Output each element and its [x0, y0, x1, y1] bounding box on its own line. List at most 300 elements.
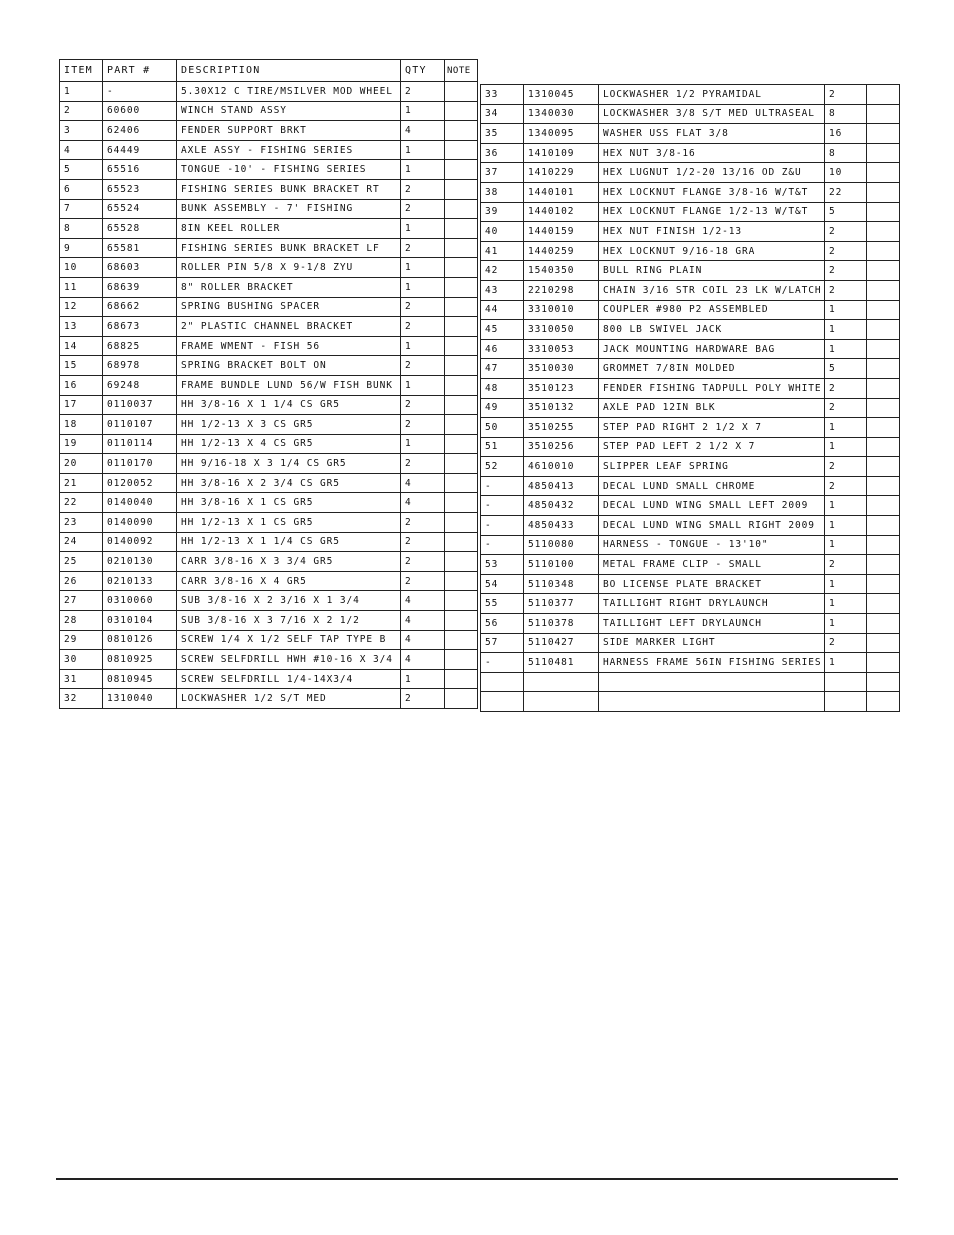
qty-cell: 1 [401, 258, 445, 278]
part-number-cell: 5110080 [524, 535, 599, 555]
header-description: DESCRIPTION [177, 60, 401, 82]
note-cell [867, 574, 900, 594]
description-cell [599, 692, 825, 712]
qty-cell: 2 [401, 552, 445, 572]
note-cell [867, 496, 900, 516]
note-cell [867, 378, 900, 398]
table-row [481, 320, 900, 340]
note-cell [867, 124, 900, 144]
table-row [60, 121, 478, 141]
qty-cell: 4 [401, 591, 445, 611]
item-cell: 8 [60, 219, 103, 239]
note-cell [445, 513, 478, 533]
item-cell: 14 [60, 336, 103, 356]
table-row [481, 594, 900, 614]
part-number-cell [524, 692, 599, 712]
qty-cell: 2 [401, 82, 445, 102]
part-number-cell: 4850413 [524, 476, 599, 496]
qty-cell: 2 [401, 395, 445, 415]
item-cell: 42 [481, 261, 524, 281]
table-row [60, 179, 478, 199]
part-number-cell: 0110170 [103, 454, 177, 474]
item-cell: 46 [481, 339, 524, 359]
qty-cell: 8 [825, 104, 867, 124]
part-number-cell: 3510255 [524, 418, 599, 438]
item-cell: 34 [481, 104, 524, 124]
note-cell [867, 614, 900, 634]
part-number-cell: 0140090 [103, 513, 177, 533]
note-cell [445, 317, 478, 337]
note-cell [867, 300, 900, 320]
qty-cell: 22 [825, 182, 867, 202]
item-cell: 24 [60, 532, 103, 552]
description-cell: FISHING SERIES BUNK BRACKET RT [177, 179, 401, 199]
note-cell [445, 199, 478, 219]
item-cell: 22 [60, 493, 103, 513]
qty-cell [825, 672, 867, 692]
note-cell [445, 82, 478, 102]
description-cell: 8IN KEEL ROLLER [177, 219, 401, 239]
table-row [481, 163, 900, 183]
qty-cell: 1 [401, 160, 445, 180]
note-cell [867, 672, 900, 692]
qty-cell: 4 [401, 121, 445, 141]
part-number-cell: 0210133 [103, 571, 177, 591]
qty-cell: 1 [825, 594, 867, 614]
item-cell: 3 [60, 121, 103, 141]
description-cell: SUB 3/8-16 X 3 7/16 X 2 1/2 [177, 611, 401, 631]
description-cell: SIDE MARKER LIGHT [599, 633, 825, 653]
part-number-cell: 5110348 [524, 574, 599, 594]
part-number-cell: 0310060 [103, 591, 177, 611]
qty-cell: 4 [401, 611, 445, 631]
description-cell: HARNESS FRAME 56IN FISHING SERIES [599, 653, 825, 673]
description-cell: FRAME WMENT - FISH 56 [177, 336, 401, 356]
description-cell: HH 1/2-13 X 3 CS GR5 [177, 415, 401, 435]
qty-cell: 1 [825, 653, 867, 673]
part-number-cell: 1410229 [524, 163, 599, 183]
item-cell: 52 [481, 457, 524, 477]
item-cell: 29 [60, 630, 103, 650]
table-row [481, 653, 900, 673]
table-row [60, 689, 478, 709]
note-cell [445, 571, 478, 591]
note-cell [445, 650, 478, 670]
part-number-cell: 1440159 [524, 222, 599, 242]
item-cell: 25 [60, 552, 103, 572]
part-number-cell: 68978 [103, 356, 177, 376]
item-cell: - [481, 653, 524, 673]
item-cell: 54 [481, 574, 524, 594]
part-number-cell: 1440259 [524, 241, 599, 261]
item-cell: 10 [60, 258, 103, 278]
note-cell [445, 336, 478, 356]
item-cell: 38 [481, 182, 524, 202]
note-cell [867, 359, 900, 379]
note-cell [445, 101, 478, 121]
description-cell: GROMMET 7/8IN MOLDED [599, 359, 825, 379]
table-row [60, 160, 478, 180]
description-cell: HEX NUT FINISH 1/2-13 [599, 222, 825, 242]
part-number-cell: 0810945 [103, 669, 177, 689]
table-row [481, 476, 900, 496]
note-cell [445, 630, 478, 650]
note-cell [867, 241, 900, 261]
header-note: NOTE [445, 60, 478, 82]
table-row [60, 454, 478, 474]
qty-cell: 4 [401, 650, 445, 670]
qty-cell: 1 [825, 418, 867, 438]
item-cell: 5 [60, 160, 103, 180]
note-cell [867, 633, 900, 653]
note-cell [867, 398, 900, 418]
description-cell: STEP PAD LEFT 2 1/2 X 7 [599, 437, 825, 457]
qty-cell: 1 [825, 614, 867, 634]
part-number-cell: 65581 [103, 238, 177, 258]
item-cell: 48 [481, 378, 524, 398]
table-row [481, 222, 900, 242]
qty-cell: 1 [401, 277, 445, 297]
table-row [60, 571, 478, 591]
table-row [481, 300, 900, 320]
item-cell: 47 [481, 359, 524, 379]
qty-cell: 1 [825, 320, 867, 340]
table-row [481, 633, 900, 653]
table-row [60, 630, 478, 650]
note-cell [445, 493, 478, 513]
item-cell: 21 [60, 473, 103, 493]
item-cell: 20 [60, 454, 103, 474]
description-cell: HARNESS - TONGUE - 13'10" [599, 535, 825, 555]
qty-cell: 4 [401, 493, 445, 513]
table-row [60, 258, 478, 278]
qty-cell: 2 [825, 457, 867, 477]
table-row [60, 317, 478, 337]
description-cell: JACK MOUNTING HARDWARE BAG [599, 339, 825, 359]
item-cell: 7 [60, 199, 103, 219]
note-cell [867, 222, 900, 242]
table-row [60, 473, 478, 493]
table-row [60, 101, 478, 121]
header-qty: QTY [401, 60, 445, 82]
note-cell [867, 280, 900, 300]
note-cell [867, 339, 900, 359]
table-row [481, 418, 900, 438]
note-cell [867, 182, 900, 202]
part-number-cell: 0810925 [103, 650, 177, 670]
description-cell: TONGUE -10' - FISHING SERIES [177, 160, 401, 180]
part-number-cell: 62406 [103, 121, 177, 141]
qty-cell: 1 [401, 219, 445, 239]
qty-cell: 2 [825, 85, 867, 105]
qty-cell: 2 [401, 179, 445, 199]
description-cell [599, 672, 825, 692]
part-number-cell: 1410109 [524, 143, 599, 163]
table-row [481, 124, 900, 144]
part-number-cell: 4850433 [524, 516, 599, 536]
part-number-cell [524, 672, 599, 692]
qty-cell: 1 [825, 496, 867, 516]
table-row [481, 398, 900, 418]
note-cell [867, 418, 900, 438]
note-cell [867, 653, 900, 673]
part-number-cell: 68673 [103, 317, 177, 337]
part-number-cell: 5110378 [524, 614, 599, 634]
note-cell [445, 454, 478, 474]
description-cell: HEX LOCKNUT 9/16-18 GRA [599, 241, 825, 261]
qty-cell: 2 [401, 317, 445, 337]
note-cell [445, 140, 478, 160]
item-cell: 53 [481, 555, 524, 575]
qty-cell: 1 [825, 516, 867, 536]
table-header-row [60, 60, 478, 82]
item-cell: 41 [481, 241, 524, 261]
note-cell [445, 591, 478, 611]
item-cell: - [481, 476, 524, 496]
qty-cell: 5 [825, 202, 867, 222]
description-cell: COUPLER #980 P2 ASSEMBLED [599, 300, 825, 320]
part-number-cell: 0210130 [103, 552, 177, 572]
part-number-cell: 68603 [103, 258, 177, 278]
description-cell: SLIPPER LEAF SPRING [599, 457, 825, 477]
description-cell: FRAME BUNDLE LUND 56/W FISH BUNK [177, 375, 401, 395]
description-cell: ROLLER PIN 5/8 X 9-1/8 ZYU [177, 258, 401, 278]
table-row [481, 202, 900, 222]
qty-cell: 8 [825, 143, 867, 163]
part-number-cell: 64449 [103, 140, 177, 160]
table-row [481, 241, 900, 261]
item-cell: 1 [60, 82, 103, 102]
description-cell: TAILLIGHT LEFT DRYLAUNCH [599, 614, 825, 634]
description-cell: HH 1/2-13 X 1 CS GR5 [177, 513, 401, 533]
table-row [481, 457, 900, 477]
qty-cell: 2 [825, 280, 867, 300]
description-cell: FENDER FISHING TADPULL POLY WHITE [599, 378, 825, 398]
table-row [481, 516, 900, 536]
description-cell: BO LICENSE PLATE BRACKET [599, 574, 825, 594]
qty-cell: 10 [825, 163, 867, 183]
part-number-cell: 65524 [103, 199, 177, 219]
table-row [60, 532, 478, 552]
table-row [481, 555, 900, 575]
table-row [60, 650, 478, 670]
note-cell [867, 202, 900, 222]
qty-cell: 2 [401, 571, 445, 591]
table-row [60, 415, 478, 435]
description-cell: TAILLIGHT RIGHT DRYLAUNCH [599, 594, 825, 614]
qty-cell: 2 [401, 297, 445, 317]
item-cell: 17 [60, 395, 103, 415]
qty-cell: 2 [825, 222, 867, 242]
part-number-cell: 0310104 [103, 611, 177, 631]
note-cell [445, 689, 478, 709]
note-cell [867, 437, 900, 457]
item-cell [481, 692, 524, 712]
note-cell [867, 457, 900, 477]
table-row [481, 85, 900, 105]
table-row [481, 614, 900, 634]
qty-cell: 16 [825, 124, 867, 144]
parts-table-left [59, 59, 478, 709]
table-row [60, 238, 478, 258]
item-cell: 13 [60, 317, 103, 337]
description-cell: WASHER USS FLAT 3/8 [599, 124, 825, 144]
table-row [60, 552, 478, 572]
qty-cell: 2 [401, 415, 445, 435]
description-cell: 8" ROLLER BRACKET [177, 277, 401, 297]
qty-cell: 2 [401, 356, 445, 376]
part-number-cell: 1340095 [524, 124, 599, 144]
note-cell [867, 143, 900, 163]
table-row [60, 669, 478, 689]
item-cell: 51 [481, 437, 524, 457]
item-cell: 43 [481, 280, 524, 300]
note-cell [867, 516, 900, 536]
qty-cell: 2 [825, 555, 867, 575]
qty-cell: 2 [825, 261, 867, 281]
table-row [481, 535, 900, 555]
table-row [60, 277, 478, 297]
item-cell: 19 [60, 434, 103, 454]
description-cell: HEX LOCKNUT FLANGE 1/2-13 W/T&T [599, 202, 825, 222]
part-number-cell: 65528 [103, 219, 177, 239]
item-cell: 56 [481, 614, 524, 634]
part-number-cell: 1310045 [524, 85, 599, 105]
table-row [481, 359, 900, 379]
item-cell: - [481, 516, 524, 536]
part-number-cell: 1440101 [524, 182, 599, 202]
part-number-cell: 5110377 [524, 594, 599, 614]
description-cell: SCREW 1/4 X 1/2 SELF TAP TYPE B [177, 630, 401, 650]
part-number-cell: 4610010 [524, 457, 599, 477]
item-cell [481, 672, 524, 692]
table-row [481, 182, 900, 202]
qty-cell: 5 [825, 359, 867, 379]
part-number-cell: 0110114 [103, 434, 177, 454]
qty-cell: 1 [401, 375, 445, 395]
qty-cell: 1 [825, 535, 867, 555]
parts-table-right [480, 84, 900, 712]
table-row [60, 513, 478, 533]
part-number-cell: 0810126 [103, 630, 177, 650]
qty-cell: 2 [401, 532, 445, 552]
table-row [60, 199, 478, 219]
description-cell: CARR 3/8-16 X 3 3/4 GR5 [177, 552, 401, 572]
part-number-cell: 3310050 [524, 320, 599, 340]
description-cell: HEX LUGNUT 1/2-20 13/16 OD Z&U [599, 163, 825, 183]
description-cell: CARR 3/8-16 X 4 GR5 [177, 571, 401, 591]
part-number-cell: 68825 [103, 336, 177, 356]
table-row [60, 591, 478, 611]
description-cell: LOCKWASHER 1/2 PYRAMIDAL [599, 85, 825, 105]
part-number-cell: 0140092 [103, 532, 177, 552]
description-cell: 2" PLASTIC CHANNEL BRACKET [177, 317, 401, 337]
qty-cell [825, 692, 867, 712]
item-cell: 31 [60, 669, 103, 689]
part-number-cell: 1540350 [524, 261, 599, 281]
description-cell: HEX NUT 3/8-16 [599, 143, 825, 163]
description-cell: CHAIN 3/16 STR COIL 23 LK W/LATCH [599, 280, 825, 300]
table-row [60, 493, 478, 513]
table-row [60, 356, 478, 376]
description-cell: SPRING BUSHING SPACER [177, 297, 401, 317]
item-cell: 55 [481, 594, 524, 614]
item-cell: 44 [481, 300, 524, 320]
part-number-cell: 3510256 [524, 437, 599, 457]
qty-cell: 2 [401, 513, 445, 533]
item-cell: 18 [60, 415, 103, 435]
table-row [60, 375, 478, 395]
note-cell [867, 261, 900, 281]
qty-cell: 2 [401, 689, 445, 709]
item-cell: 40 [481, 222, 524, 242]
description-cell: LOCKWASHER 1/2 S/T MED [177, 689, 401, 709]
description-cell: 800 LB SWIVEL JACK [599, 320, 825, 340]
description-cell: DECAL LUND WING SMALL LEFT 2009 [599, 496, 825, 516]
table-row [60, 434, 478, 454]
table-row [481, 692, 900, 712]
item-cell: 15 [60, 356, 103, 376]
item-cell: 4 [60, 140, 103, 160]
qty-cell: 1 [825, 437, 867, 457]
description-cell: HH 9/16-18 X 3 1/4 CS GR5 [177, 454, 401, 474]
description-cell: HH 3/8-16 X 1 CS GR5 [177, 493, 401, 513]
note-cell [445, 179, 478, 199]
item-cell: - [481, 535, 524, 555]
note-cell [867, 535, 900, 555]
table-row [481, 672, 900, 692]
part-number-cell: 5110481 [524, 653, 599, 673]
note-cell [445, 434, 478, 454]
description-cell: SUB 3/8-16 X 2 3/16 X 1 3/4 [177, 591, 401, 611]
table-row [60, 219, 478, 239]
note-cell [445, 611, 478, 631]
note-cell [867, 163, 900, 183]
qty-cell: 2 [401, 238, 445, 258]
item-cell: 35 [481, 124, 524, 144]
description-cell: AXLE PAD 12IN BLK [599, 398, 825, 418]
qty-cell: 2 [401, 199, 445, 219]
qty-cell: 1 [825, 300, 867, 320]
note-cell [445, 532, 478, 552]
qty-cell: 4 [401, 473, 445, 493]
description-cell: HEX LOCKNUT FLANGE 3/8-16 W/T&T [599, 182, 825, 202]
note-cell [445, 395, 478, 415]
part-number-cell: 5110100 [524, 555, 599, 575]
item-cell: 6 [60, 179, 103, 199]
item-cell: 30 [60, 650, 103, 670]
note-cell [445, 356, 478, 376]
part-number-cell: 4850432 [524, 496, 599, 516]
description-cell: METAL FRAME CLIP - SMALL [599, 555, 825, 575]
qty-cell: 2 [401, 454, 445, 474]
table-row [481, 339, 900, 359]
qty-cell: 1 [401, 336, 445, 356]
table-row [60, 611, 478, 631]
table-row [60, 297, 478, 317]
table-row [481, 574, 900, 594]
item-cell: 23 [60, 513, 103, 533]
note-cell [867, 594, 900, 614]
item-cell: 11 [60, 277, 103, 297]
qty-cell: 1 [825, 574, 867, 594]
description-cell: DECAL LUND WING SMALL RIGHT 2009 [599, 516, 825, 536]
description-cell: BULL RING PLAIN [599, 261, 825, 281]
note-cell [445, 160, 478, 180]
description-cell: WINCH STAND ASSY [177, 101, 401, 121]
header-part-number: PART # [103, 60, 177, 82]
header-item: ITEM [60, 60, 103, 82]
